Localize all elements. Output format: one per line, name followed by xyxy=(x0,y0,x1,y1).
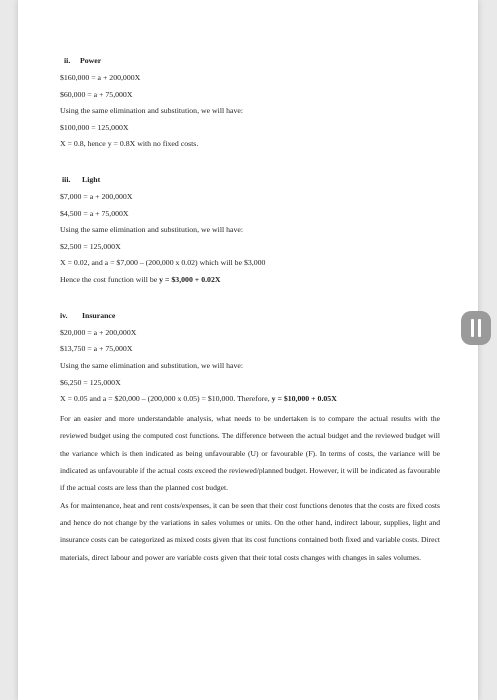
pause-bar-icon xyxy=(471,319,474,337)
equation-line: $13,750 = a + 75,000X xyxy=(60,344,133,354)
equation-line: $100,000 = 125,000X xyxy=(60,122,129,132)
pause-handle[interactable] xyxy=(461,311,491,345)
equation-line: $4,500 = a + 75,000X xyxy=(60,208,129,218)
cost-function: y = $3,000 + 0.02X xyxy=(159,274,221,284)
section-number: ii. xyxy=(64,56,71,65)
section-title: Light xyxy=(82,175,101,185)
section-heading xyxy=(60,56,440,66)
cost-function-prefix: X = 0.05 and a = $20,000 – (200,000 x 0.05) = $10,000. Therefore, xyxy=(60,394,272,404)
section-power xyxy=(60,56,440,149)
result-line: X = 0.8, hence y = 0.8X with no fixed costs. xyxy=(60,139,199,149)
document-page xyxy=(18,0,478,700)
equation-line: $6,250 = 125,000X xyxy=(60,377,121,387)
cost-function-line xyxy=(60,275,440,285)
section-insurance xyxy=(60,311,440,404)
analysis-paragraph: For an easier and more understandable analysis, what needs to be undertaken is to compare the actual results with the reviewed budget using the computed cost functions. The difference between the actual budget and the reviewed budget will the variance which is then indicated as being unfavourable (U) or favourable (F). In terms of costs, the variance will be indicated as unfavourable if the actual costs exceed the reviewed/planned budget. However, it will be indicated as favourable if the actual costs are less than the planned cost budget. xyxy=(60,414,440,493)
equation-line: $160,000 = a + 200,000X xyxy=(60,72,141,82)
section-heading xyxy=(60,311,440,321)
cost-function: y = $10,000 + 0.05X xyxy=(271,394,337,404)
text-line: Using the same elimination and substitution, we will have: xyxy=(60,225,243,235)
equation-line: $2,500 = 125,000X xyxy=(60,241,121,251)
section-number: iv. xyxy=(60,310,68,320)
equation-line: $7,000 = a + 200,000X xyxy=(60,192,133,202)
section-number: iii. xyxy=(62,175,71,185)
cost-function-line xyxy=(60,394,440,404)
result-line: X = 0.02, and a = $7,000 – (200,000 x 0.02) which will be $3,000 xyxy=(60,258,266,268)
section-title: Power xyxy=(80,56,102,65)
text-line: Using the same elimination and substitution, we will have: xyxy=(60,361,243,371)
text-line: Using the same elimination and substitution, we will have: xyxy=(60,106,243,116)
cost-classification-paragraph: As for maintenance, heat and rent costs/expenses, it can be seen that their cost functions denotes that the costs are fixed costs and hence do not change by the variations in sales volumes or units. On the other hand, indirect labour, supplies, light and insurance costs can be categorized as mixed costs given that its cost functions contained both fixed and variable costs. Direct materials, direct labour and power are variable costs given that their total costs changes with changes in sales volumes. xyxy=(60,500,440,562)
equation-line: $20,000 = a + 200,000X xyxy=(60,327,137,337)
page-content xyxy=(60,56,440,566)
section-heading xyxy=(60,175,440,185)
pause-bar-icon xyxy=(478,319,481,337)
section-light xyxy=(60,175,440,285)
equation-line: $60,000 = a + 75,000X xyxy=(60,89,133,99)
section-title: Insurance xyxy=(82,310,116,320)
cost-function-prefix: Hence the cost function will be xyxy=(60,274,160,284)
